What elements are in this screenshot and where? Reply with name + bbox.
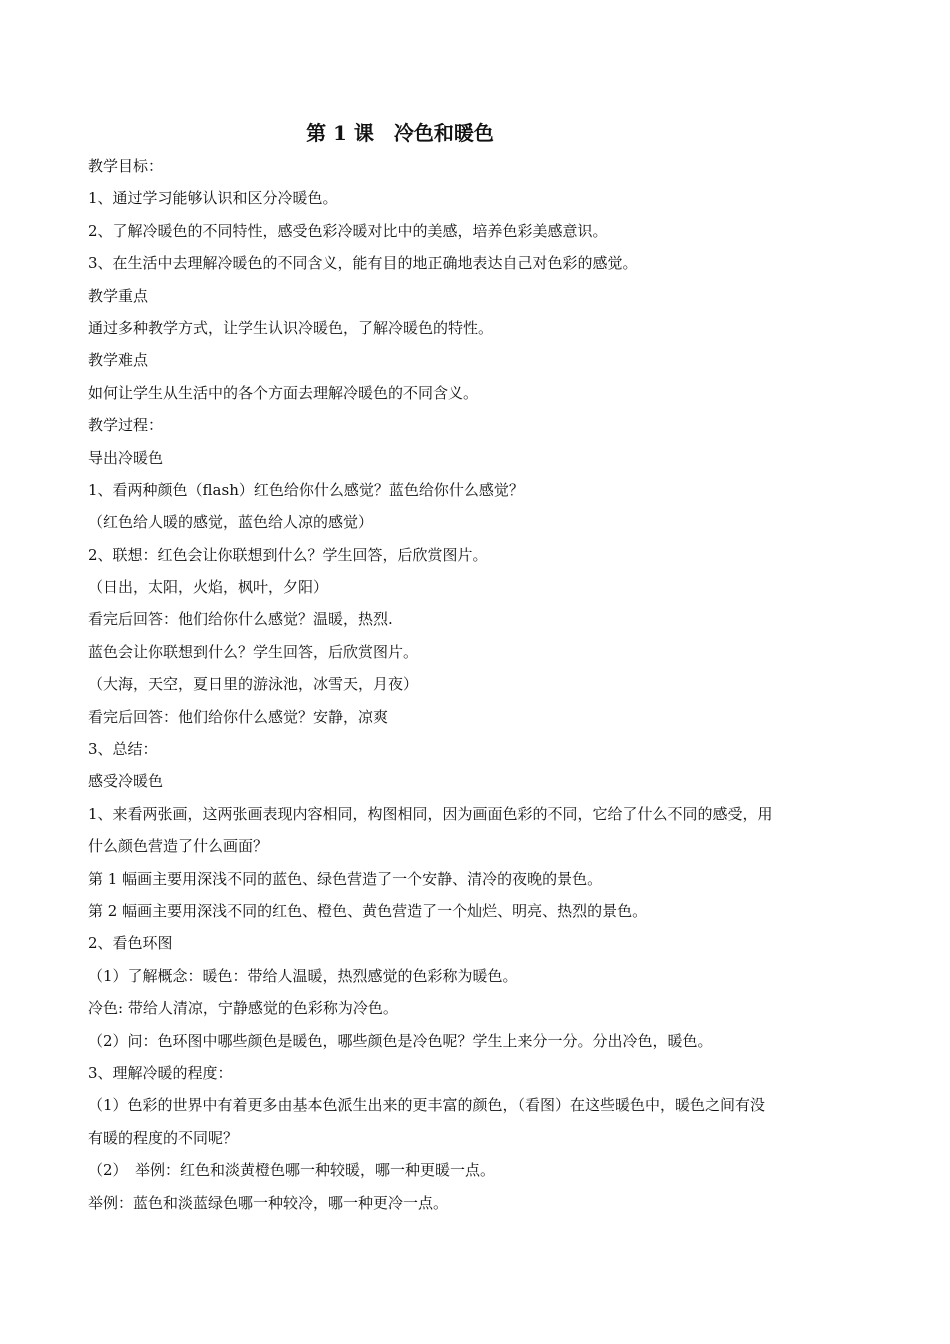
process-line: （2）问：色环图中哪些颜色是暖色，哪些颜色是冷色呢？学生上来分一分。分出冷色，暖色。 — [88, 1031, 713, 1050]
goal-item-1: 1、通过学习能够认识和区分冷暖色。 — [88, 189, 338, 208]
process-line: （2） 举例：红色和淡黄橙色哪一种较暖，哪一种更暖一点。 — [88, 1161, 496, 1180]
process-line: 第 2 幅画主要用深浅不同的红色、橙色、黄色营造了一个灿烂、明亮、热烈的景色。 — [88, 901, 648, 920]
process-line: 举例：蓝色和淡蓝绿色哪一种较冷，哪一种更冷一点。 — [88, 1193, 449, 1212]
process-line: 2、联想：红色会让你联想到什么？学生回答，后欣赏图片。 — [88, 545, 488, 564]
heading-key-points: 教学重点 — [88, 286, 149, 305]
process-line: 有暖的程度的不同呢？ — [88, 1128, 239, 1147]
process-line: 看完后回答：他们给你什么感觉？温暖，热烈. — [88, 610, 393, 629]
process-line: 蓝色会让你联想到什么？学生回答，后欣赏图片。 — [88, 642, 419, 661]
process-line: 1、看两种颜色（flash）红色给你什么感觉？蓝色给你什么感觉？ — [88, 480, 524, 499]
process-line: 3、理解冷暖的程度： — [88, 1063, 233, 1082]
process-line: （红色给人暖的感觉，蓝色给人凉的感觉） — [88, 513, 374, 532]
process-line: （日出，太阳，火焰，枫叶，夕阳） — [88, 578, 329, 597]
section-feel-colors: 感受冷暖色 — [88, 772, 164, 791]
process-line: 2、看色环图 — [88, 934, 173, 953]
process-line: 看完后回答：他们给你什么感觉？安静，凉爽 — [88, 707, 389, 726]
process-line: （大海，天空，夏日里的游泳池，冰雪天，月夜） — [88, 675, 419, 694]
process-line: 3、总结： — [88, 740, 158, 759]
process-line: 什么颜色营造了什么画面？ — [88, 837, 269, 856]
process-line: （1）色彩的世界中有着更多由基本色派生出来的更丰富的颜色，（看图）在这些暖色中，暖色之间有没 — [88, 1096, 766, 1115]
heading-process: 教学过程： — [88, 416, 164, 435]
lesson-body — [88, 150, 868, 1219]
section-intro-colors: 导出冷暖色 — [88, 448, 164, 467]
goal-item-3: 3、在生活中去理解冷暖色的不同含义，能有目的地正确地表达自己对色彩的感觉。 — [88, 254, 638, 273]
difficulties-text: 如何让学生从生活中的各个方面去理解冷暖色的不同含义。 — [88, 383, 479, 402]
heading-teaching-goals: 教学目标： — [88, 157, 164, 175]
process-line: （1）了解概念：暖色：带给人温暖，热烈感觉的色彩称为暖色。 — [88, 966, 518, 985]
process-line: 第 1 幅画主要用深浅不同的蓝色、绿色营造了一个安静、清冷的夜晚的景色。 — [88, 869, 603, 888]
heading-difficulties: 教学难点 — [88, 351, 149, 370]
process-line: 冷色: 带给人清凉，宁静感觉的色彩称为冷色。 — [88, 999, 398, 1018]
process-line: 1、来看两张画，这两张画表现内容相同，构图相同，因为画面色彩的不同，它给了什么不同的感受，用 — [88, 804, 773, 823]
key-points-text: 通过多种教学方式，让学生认识冷暖色，了解冷暖色的特性。 — [88, 318, 494, 337]
lesson-title: 第 1 课 冷色和暖色 — [306, 121, 494, 145]
goal-item-2: 2、了解冷暖色的不同特性，感受色彩冷暖对比中的美感，培养色彩美感意识。 — [88, 221, 608, 240]
